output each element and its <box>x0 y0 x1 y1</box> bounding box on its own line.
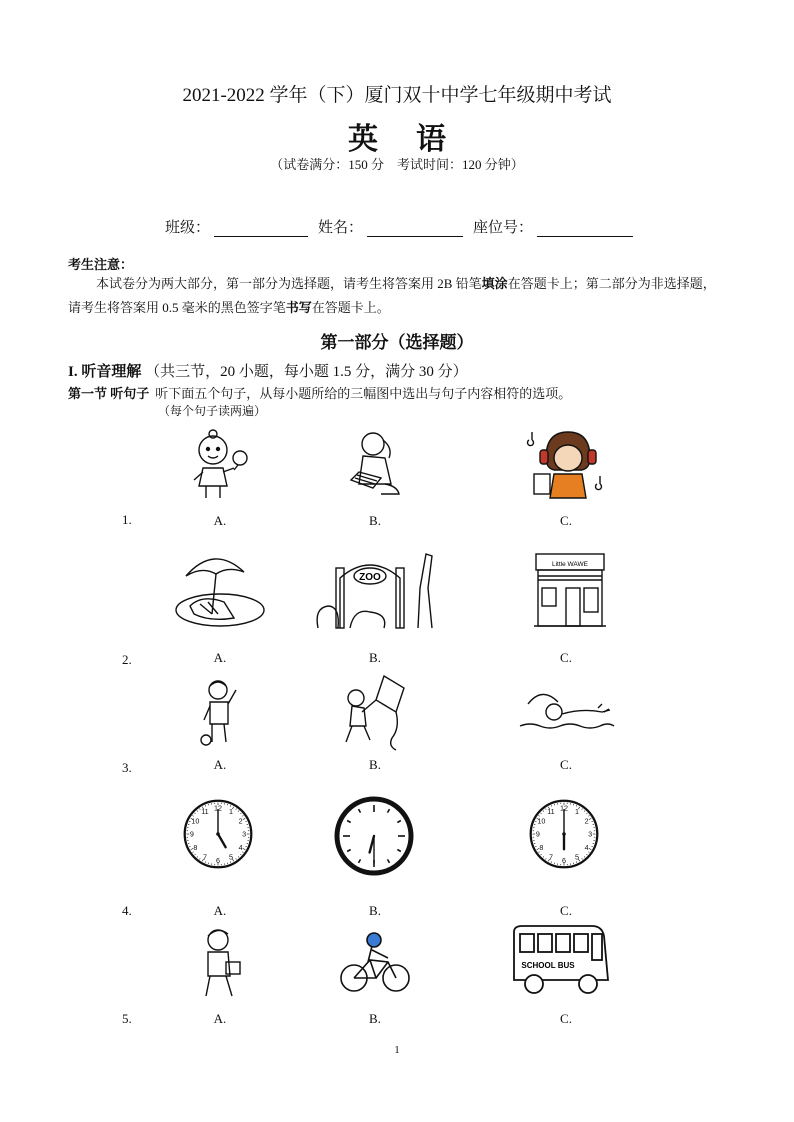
beach-umbrella-icon <box>172 548 268 630</box>
clock-number: 8 <box>539 842 544 852</box>
option-label: B. <box>369 757 381 772</box>
section-desc: （共三节，20 小题，每小题 1.5 分，满分 30 分） <box>145 364 468 380</box>
clock-number: 9 <box>189 829 194 839</box>
clock-five-icon <box>182 798 254 870</box>
shop-sign-text: Little WAWE <box>552 561 588 568</box>
boy-cycling-icon <box>338 932 412 994</box>
option-label: C. <box>560 757 572 772</box>
clock-number: 4 <box>584 842 589 852</box>
option-label: C. <box>560 650 572 665</box>
option-label: A. <box>213 1011 227 1026</box>
clock-number: 4 <box>238 842 243 852</box>
name-blank <box>367 218 463 237</box>
boy-flying-kite-icon <box>340 672 412 752</box>
boy-walking-icon <box>196 926 244 1000</box>
zoo-sign-text: ZOO <box>359 572 381 583</box>
student-info-row <box>165 216 643 237</box>
clock-number: 5 <box>229 852 234 862</box>
score-info: （试卷满分：150 分 考试时间：120 分钟） <box>270 157 524 172</box>
subject-title: 英语 <box>348 123 484 156</box>
clock-number: 5 <box>575 852 580 862</box>
clock-number: 7 <box>548 852 553 862</box>
clock-number: 3 <box>588 829 593 839</box>
question-number: 3. <box>122 760 132 775</box>
clock-number: 6 <box>562 855 566 865</box>
clock-number: 11 <box>547 807 555 817</box>
question-number: 5. <box>122 1011 132 1026</box>
clock-number: 1 <box>575 807 580 817</box>
exam-title: 2021-2022 学年（下）厦门双十中学七年级期中考试 <box>182 85 612 106</box>
class-label: 班级： <box>165 220 211 236</box>
subsection-heading <box>68 383 571 402</box>
option-label: A. <box>213 513 227 528</box>
option-label: A. <box>213 650 227 665</box>
notice-text-2: 在答题卡上；第二部分为非选择题，请考生将答案用 0.5 毫米的黑色签字笔 <box>68 276 716 315</box>
clock-number: 2 <box>584 816 589 826</box>
shop-building-icon <box>532 548 608 630</box>
notice-text-1: 本试卷分为两大部分，第一部分为选择题，请考生将答案用 2B 铅笔 <box>96 276 482 291</box>
option-label: B. <box>369 1011 381 1026</box>
option-label: B. <box>369 903 381 918</box>
notice-bold-1: 填涂 <box>481 276 508 291</box>
subsection-desc: 听下面五个句子，从每小题所给的三幅图中选出与句子内容相符的选项。 <box>155 386 572 401</box>
bus-sign-text: SCHOOL BUS <box>521 961 575 970</box>
girl-with-lollipop-icon <box>186 428 250 500</box>
question-number: 1. <box>122 512 132 527</box>
notice-body <box>68 272 728 320</box>
class-blank <box>214 218 308 237</box>
option-label: C. <box>560 513 572 528</box>
notice-bold-2: 书写 <box>285 300 312 315</box>
subsection-note: （每个句子读两遍） <box>158 404 267 418</box>
question-number: 4. <box>122 903 132 918</box>
clock-number: 10 <box>537 816 546 826</box>
section-title: I. 听音理解 <box>68 364 142 380</box>
option-label: C. <box>560 903 572 918</box>
seat-blank <box>537 218 633 237</box>
notice-text-3: 在答题卡上。 <box>311 300 390 315</box>
clock-six-icon <box>528 798 600 870</box>
seat-label: 座位号： <box>473 220 534 236</box>
clock-number: 9 <box>535 829 540 839</box>
clock-number: 11 <box>201 807 209 817</box>
zoo-gate-icon <box>310 548 440 630</box>
subsection-title: 第一节 听句子 <box>68 386 150 401</box>
clock-number: 8 <box>193 842 198 852</box>
question-number: 2. <box>122 652 132 667</box>
person-swimming-icon <box>518 682 616 738</box>
school-bus-icon <box>508 922 612 1000</box>
option-label: A. <box>213 757 227 772</box>
section-heading <box>68 360 468 381</box>
option-label: B. <box>369 513 381 528</box>
clock-number: 12 <box>214 803 222 813</box>
clock-number: 6 <box>216 855 220 865</box>
name-label: 姓名： <box>318 220 364 236</box>
part-title: 第一部分（选择题） <box>320 333 474 352</box>
option-label: A. <box>213 903 227 918</box>
clock-number: 7 <box>202 852 207 862</box>
page-number: 1 <box>394 1044 400 1056</box>
notice-heading: 考生注意： <box>68 257 134 272</box>
clock-six-thirty-icon <box>334 796 414 876</box>
option-label: C. <box>560 1011 572 1026</box>
clock-number: 2 <box>238 816 243 826</box>
girl-reading-book-icon <box>345 428 407 500</box>
clock-number: 10 <box>191 816 200 826</box>
clock-number: 3 <box>242 829 247 839</box>
boy-with-ball-icon <box>196 676 242 748</box>
clock-number: 12 <box>560 803 568 813</box>
clock-number: 1 <box>229 807 234 817</box>
option-label: B. <box>369 650 381 665</box>
girl-with-headphones-icon <box>526 424 608 502</box>
